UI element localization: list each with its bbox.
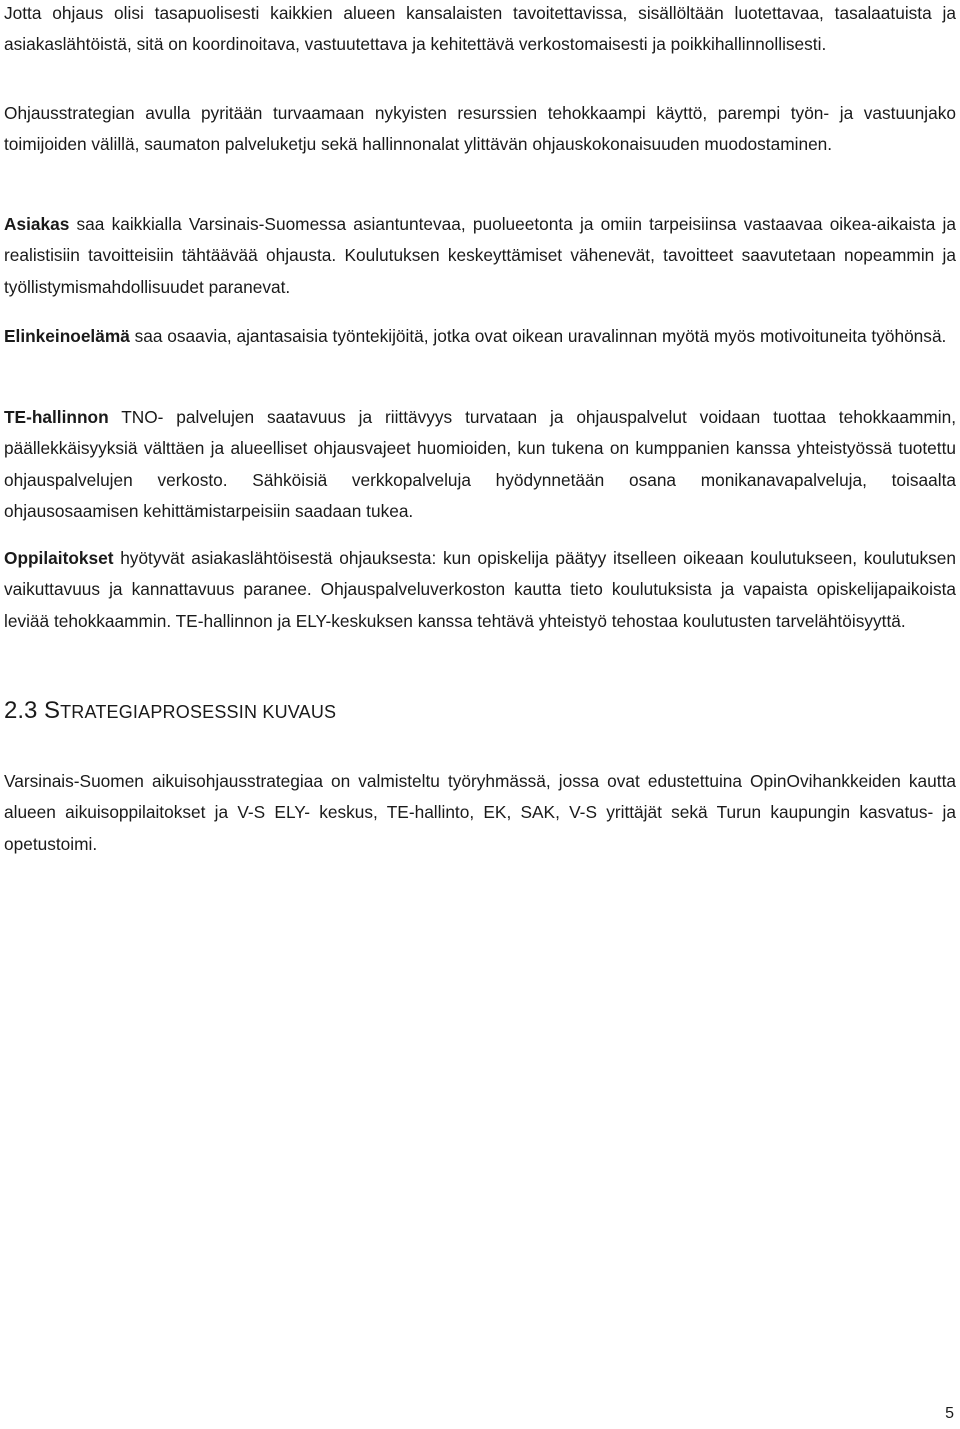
paragraph-body-asiakas: saa kaikkialla Varsinais-Suomessa asiantuntevaa, puolueetonta ja omiin tarpeisiinsa vastaavaa oikea-aikaista ja realistisiin tavoitteisiin tähtäävää ohjausta. Koulutuksen keskeyttämiset vähenevät, tavoitteet saavutetaan nopeammin ja työllistymismahdollisuudet paranevat. bbox=[4, 214, 956, 297]
paragraph-ohjausstrategia: Ohjausstrategian avulla pyritään turvaamaan nykyisten resurssien tehokkaampi käyttö, parempi työn- ja vastuunjako toimijoiden välillä, saumaton palveluketju sekä hallinnonalat ylittävän ohjauskokonaisuuden muodostaminen. bbox=[4, 103, 956, 155]
section-title-rest: TRATEGIAPROSESSIN KUVAUS bbox=[60, 702, 337, 722]
paragraph-body-oppilaitokset: hyötyvät asiakaslähtöisestä ohjauksesta: kun opiskelija päätyy itselleen oikeaan koulutukseen, koulutuksen vaikuttavuus ja kannattavuus paranee. Ohjauspalveluverkoston kautta tieto koulutuksista ja vapaista opiskelijapaikoista leviää tehokkaammin. TE-hallinnon ja ELY-keskuksen kanssa tehtävä yhteistyö tehostaa koulutusten tarvelähtöisyyttä. bbox=[4, 548, 956, 631]
page-number: 5 bbox=[945, 1405, 954, 1422]
paragraph-elinkeinoelama bbox=[4, 321, 956, 352]
section-title-first-letter: S bbox=[44, 697, 61, 724]
paragraph-lead-asiakas: Asiakas bbox=[4, 214, 70, 234]
section-number: 2.3 bbox=[4, 697, 38, 724]
paragraph-oppilaitokset bbox=[4, 543, 956, 637]
paragraph-body-elinkeinoelama: saa osaavia, ajantasaisia työntekijöitä, jotka ovat oikean uravalinnan myötä myös motivoituneita työhönsä. bbox=[129, 326, 947, 346]
paragraph-ohjaus-intro: Jotta ohjaus olisi tasapuolisesti kaikkien alueen kansalaisten tavoitettavissa, sisällöltään luotettavaa, tasalaatuista ja asiakaslähtöistä, sitä on koordinoitava, vastuutettava ja kehitettävä verkostomaisesti ja poikkihallinnollisesti. bbox=[4, 3, 956, 55]
paragraph-lead-elinkeinoelama: Elinkeinoelämä bbox=[4, 326, 130, 346]
paragraph-te-hallinto bbox=[4, 402, 956, 527]
paragraph-strategiaprosessi: Varsinais-Suomen aikuisohjausstrategiaa on valmisteltu työryhmässä, jossa ovat edustettuina OpinOvihankkeiden kautta alueen aikuisoppilaitokset ja V-S ELY- keskus, TE-hallinto, EK, SAK, V-S yrittäjät sekä Turun kaupungin kasvatus- ja opetustoimi. bbox=[4, 771, 956, 854]
paragraph-body-te-hallinto: TNO- palvelujen saatavuus ja riittävyys turvataan ja ohjauspalvelut voidaan tuottaa tehokkaammin, päällekkäisyyksiä välttäen ja alueelliset ohjausvajeet huomioiden, kun tukena on kumppanien kanssa yhteistyössä tuotettu ohjauspalvelujen verkosto. Sähköisiä verkkopalveluja hyödynnetään osana monikanavapalveluja, toisaalta ohjausosaamisen kehittämistarpeisiin saadaan tukea. bbox=[4, 407, 956, 521]
paragraph-asiakas bbox=[4, 209, 956, 303]
paragraph-lead-te-hallinto: TE-hallinnon bbox=[4, 407, 109, 427]
paragraph-lead-oppilaitokset: Oppilaitokset bbox=[4, 548, 114, 568]
section-heading bbox=[4, 693, 956, 730]
